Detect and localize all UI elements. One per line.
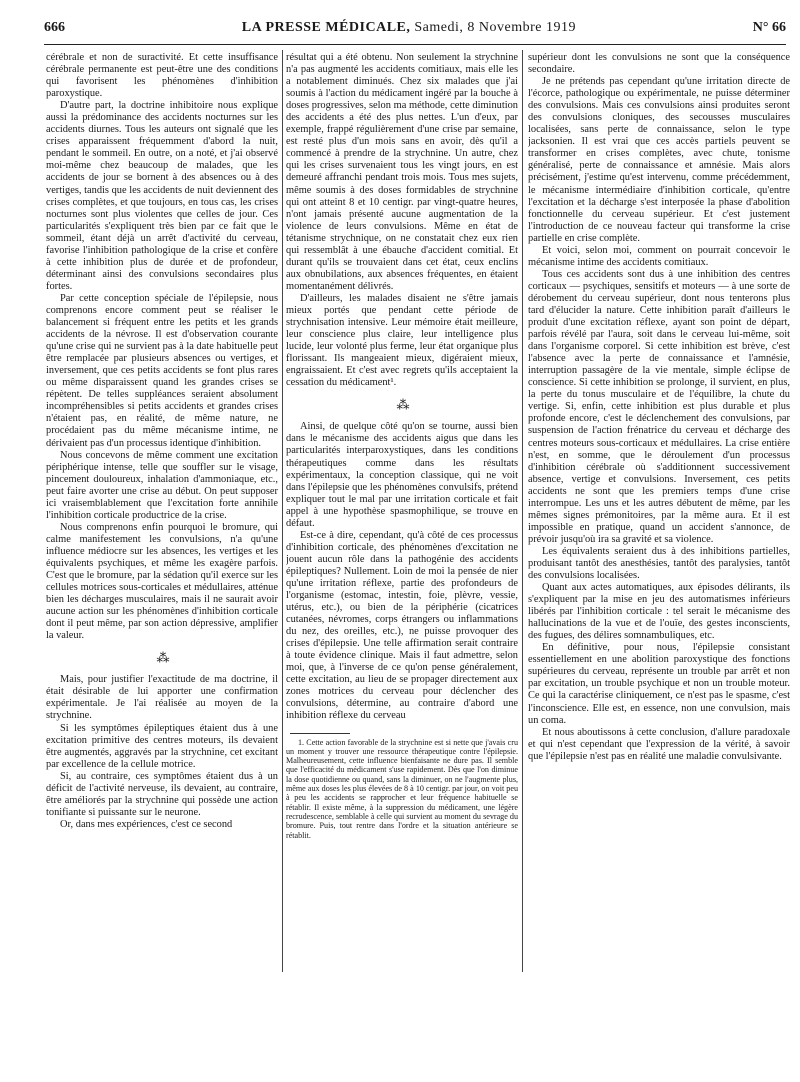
page-number: 666 [44,20,65,35]
paragraph: Les équivalents seraient dus à des inhibitions partielles, produisant tantôt des anesthésies, tantôt des paralysies, tantôt des convulsions localisées. [528,545,790,582]
paragraph: résultat qui a été obtenu. Non seulement la strychnine n'a pas augmenté les accidents comitiaux, mais elle les a notablement diminués. Chez six malades que j'ai soumis à l'action du médicament ingéré par la bouche à doses progressives, selon ma méthode, cette diminution des accidents a été des plus nettes. L'un d'eux, par exemple, frappé régulièrement d'une crise par semaine, est resté plus d'un mois sans en avoir, dès qu'il a commencé à prendre de la strychnine. Un autre, chez qui les crises survenaient tous les vingt jours, en est demeuré affranchi pendant trois mois. Tous mes sujets, même soumis à des doses formidables de strychnine qui ont atteint 8 et 10 centigr. par vingt-quatre heures, n'ont jamais présenté aucune augmentation de la violence de leurs convulsions. Même en état de tétanisme strychnique, on ne constatait chez eux rien qui ressemblât à une ébauche d'accident comitial. Et durant qu'ils se trouvaient dans cet état, ceux enclins aux obnubilations, aux absences fréquentes, en étaient momentanément délivrés. [286,52,518,292]
paragraph: Or, dans mes expériences, c'est ce second [60,818,233,830]
paragraph: Et voici, selon moi, comment on pourrait concevoir le mécanisme intime des accidents comitiaux. [528,244,790,268]
section-separator: ⁂ [396,397,408,413]
column-left [46,52,278,1052]
issue-date: Samedi, 8 Novembre 1919 [414,20,576,35]
paragraph: Tous ces accidents sont dus à une inhibition des centres corticaux — psychiques, sensitifs et moteurs — à une sorte de dérobement du cerveau supérieur, dont nous tenterons plus tard d'élucider la nature. Cette inhibition paraît d'ailleurs le produit d'une excitation réflexe, ayant son point de départ, parfois révélé par l'aura, soit dans le cerveau lui-même, soit dans l'organisme corporel. Si cette inhibition est brève, c'est l'absence avec la perte de connaissance et l'amnésie, interruption passagère de la vie mentale, simple éclipse de conscience. Si cette inhibition se prolonge, il survient, en plus, la perte du tonus musculaire et de l'équilibre, la chute du vertige. Si, enfin, cette inhibition est plus durable et plus profonde encore, c'est le déclenchement des convulsions, par suspension de l'action frénatrice du cerveau et décharge des centres moteurs sous-corticaux et médullaires. La crise entière n'est, en somme, que le déroulement d'un processus d'inhibition cérébrale où s'additionnent successivement absence, vertige et convulsions. Inversement, ces petits accidents ne sont que les premiers temps d'une crise interrompue. Les uns et les autres débutent de même, par les mêmes signes prémonitoires, par la même aura. Et il est impossible en pratique, quand un accident s'annonce, de prévoir jusqu'où ira sa gravité et sa violence. [528,268,790,545]
paragraph: supérieur dont les convulsions ne sont que la conséquence secondaire. [528,52,790,76]
column-middle [286,52,518,1052]
paragraph: Nous concevons de même comment une excitation périphérique intense, telle que souffler sur le visage, pincement douloureux, inhalation d'ammoniaque, etc., peut faire avorter une crise au début. On peut supposer ici vraisemblablement que l'excitation forte annihile l'inhibition corticale productrice de la crise. [46,449,278,521]
issue-number: N° 66 [752,20,786,35]
paragraph: Quant aux actes automatiques, aux épisodes délirants, ils s'expliquent par la mise en jeu des automatismes inférieurs libérés par l'inhibition corticale : tel serait le mécanisme des hallucinations de la vue et de l'ouïe, des gestes inconscients, des fugues, des délires somnambuliques, etc. [528,582,790,642]
paragraph: Et nous aboutissons à cette conclusion, d'allure paradoxale et qui n'est cependant que l'expression de la vérité, à savoir que l'épilepsie n'est pas en réalité une maladie convulsivante. [528,726,790,762]
paragraph: Je ne prétends pas cependant qu'une irritation directe de l'écorce, pathologique ou expérimentale, ne puisse déterminer des convulsions. Mais ces convulsions ainsi produites seront des convulsions cloniques, des secousses musculaires localisées, sans perte de connaissance, selon le type jacksonien. Il est vrai que ces accès partiels peuvent se transformer en crises complètes, avec chute, tonisme généralisé, perte de connaissance et amnésie. Mais alors précisément, j'estime qu'est intervenu, comme précédemment, le mécanisme intermédiaire d'inhibition corticale, qu'entre l'excitation et la décharge s'est interposée la phase d'abolition fonctionnelle du cerveau supérieur. Et c'est justement l'introduction de ce nouveau facteur qui transforme la crise partielle en crise complète. [528,76,790,244]
paragraph: Par cette conception spéciale de l'épilepsie, nous comprenons encore comment peut se réaliser le balancement si fréquent entre les petits et les grands accidents de la névrose. Il est d'observation courante qu'une crise qui ne survient pas à la date habituelle peut être remplacée par plusieurs absences ou vertiges, et inversement, que ces petits accidents se font plus rares ou même disparaissent quand les grandes crises se répètent. De telles suppléances seraient absolument incompréhensibles si petits accidents et grandes crises n'étaient pas, en réalité, de même nature, ne procédaient pas du même mécanisme intime, ne dérivaient pas d'un processus identique d'inhibition. [46,292,278,449]
paragraph: Si les symptômes épileptiques étaient dus à une excitation primitive des centres moteurs, ils devaient être augmentés, aggravés par la strychnine, cet excitant par excellence de la cellule motrice. [46,722,278,770]
paragraph: D'autre part, la doctrine inhibitoire nous explique aussi la prédominance des accidents nocturnes sur les accidents diurnes. Tous les auteurs ont signalé que les crises apparaissent fréquemment d'abord la nuit, pendant le sommeil. En outre, on a noté, et j'ai observé moi-même chez beaucoup de malades, que les accidents de jour se bornent à des absences ou à des vertiges, tandis que les accidents de nuit deviennent des crises complètes, et que toujours, en tous cas, les crises nocturnes sont plus violentes que celles de jour. Ces particularités s'expliquent très bien par ce fait que le sommeil, étant déjà un arrêt d'activité du cerveau, favorise l'inhibition pathologique de la crise et confère à cette inhibition plus de durée et de profondeur, déterminant ainsi des convulsions secondaires plus fortes. [46,100,278,292]
footnote-rule [290,733,350,734]
column-divider-left [282,50,283,972]
footnote: 1. Cette action favorable de la strychnine est si nette que j'avais cru un moment y trouver une ressource thérapeutique contre l'épilepsie. Malheureusement, cette influence bienfaisante ne dure pas. Il semble que l'efficacité du médicament s'use rapidement. Dès que l'on diminue la dose quotidienne ou quand, sans la diminuer, on ne l'augmente plus, même aux doses les plus élevées de 8 à 10 centigr. par jour, on voit peu à peu les accidents se rapprocher et leur fréquence habituelle se rétablir. Il existe même, à la suppression du médicament, une légère recrudescence, semblable à celle qui survient au moment du sevrage du bromure. Puis, tout rentre dans l'ordre et la situation antérieure se rétablit. [286,737,518,840]
paragraph: D'ailleurs, les malades disaient ne s'être jamais mieux portés que pendant cette période de strychnisation intensive. Leur mémoire était meilleure, leur conscience plus claire, leur intelligence plus lucide, leur volonté plus ferme, leur état organique plus florissant. Ils mangeaient mieux, digéraient mieux, engraissaient. Et c'est avec regrets qu'ils acceptaient la cessation du médicament¹. [286,292,518,389]
paragraph: En définitive, pour nous, l'épilepsie consistant essentiellement en une abolition paroxystique des fonctions supérieures du cerveau, représente un trouble par arrêt et non par excitation, un trouble psychique et non un trouble moteur. Ce qui la caractérise cliniquement, ce n'est pas le spasme, c'est l'inconscience. Elle est, en essence, non une convulsion, mais un coma. [528,642,790,726]
section-separator: ⁂ [156,650,168,666]
journal-masthead [242,20,576,36]
column-right [528,52,790,1052]
paragraph: Nous comprenons enfin pourquoi le bromure, qui calme manifestement les convulsions, n'a qu'une influence médiocre sur les absences, les vertiges et les équivalents psychiques, et même les exagère parfois. C'est que le bromure, par la sédation qu'il exerce sur les cellules motrices sous-corticales et médullaires, atténue bien les décharges musculaires, mais il ne saurait avoir aucune action sur les phénomènes d'inhibition corticale dont il peut même, par son action dépressive, amplifier la valeur. [46,521,278,642]
paragraph: Si, au contraire, ces symptômes étaient dus à un déficit de l'activité nerveuse, ils devaient, au contraire, être améliorés par la strychnine qui possède une action tonifiante si puissante sur le neurone. [46,770,278,818]
paragraph: Est-ce à dire, cependant, qu'à côté de ces processus d'inhibition corticale, des phénomènes d'excitation ne jouent aucun rôle dans la pathogénie des accidents épileptiques? Nullement. Loin de moi la pensée de nier qu'une irritation réflexe, partie des profondeurs de l'organisme (estomac, intestin, foie, plèvre, vessie, utérus, etc.), ou bien de la périphérie (cicatrices cutanées, névromes, corps étrangers ou inflammations du nez, des oreilles, etc.), ne puisse provoquer des crises d'épilepsie. Une telle affirmation serait contraire à toute évidence clinique. Mais il faut admettre, selon moi, que, à l'inverse de ce qu'on pense généralement, cette excitation, au lieu de se propager directement aux zones motrices du cerveau pour déclencher des convulsions, détermine, au contraire d'abord une inhibition réflexe du cerveau [286,529,518,722]
paragraph: Ainsi, de quelque côté qu'on se tourne, aussi bien dans le mécanisme des accidents aigus que dans les particularités interparoxystiques, dans les conditions thérapeutiques comme dans les résultats expérimentaux, la conception classique, qui ne voit dans l'épilepsie que les phénomènes convulsifs, prétend expliquer tout le mal par une irritation corticale et fait appel à une hypothèse spasmophilique, se trouve en défaut. [286,421,518,529]
header-rule [44,44,786,45]
column-divider-right [522,50,523,972]
page-header [44,20,786,42]
journal-title: LA PRESSE MÉDICALE, [241,20,411,35]
paragraph: cérébrale et non de suractivité. Et cette insuffisance cérébrale permanente est peut-être une des conditions qui favorisent les phénomènes d'inhibition paroxystique. [46,52,278,100]
paragraph: Mais, pour justifier l'exactitude de ma doctrine, il était désirable de lui apporter une confirmation expérimentale. Je l'ai réalisée au moyen de la strychnine. [46,674,278,722]
